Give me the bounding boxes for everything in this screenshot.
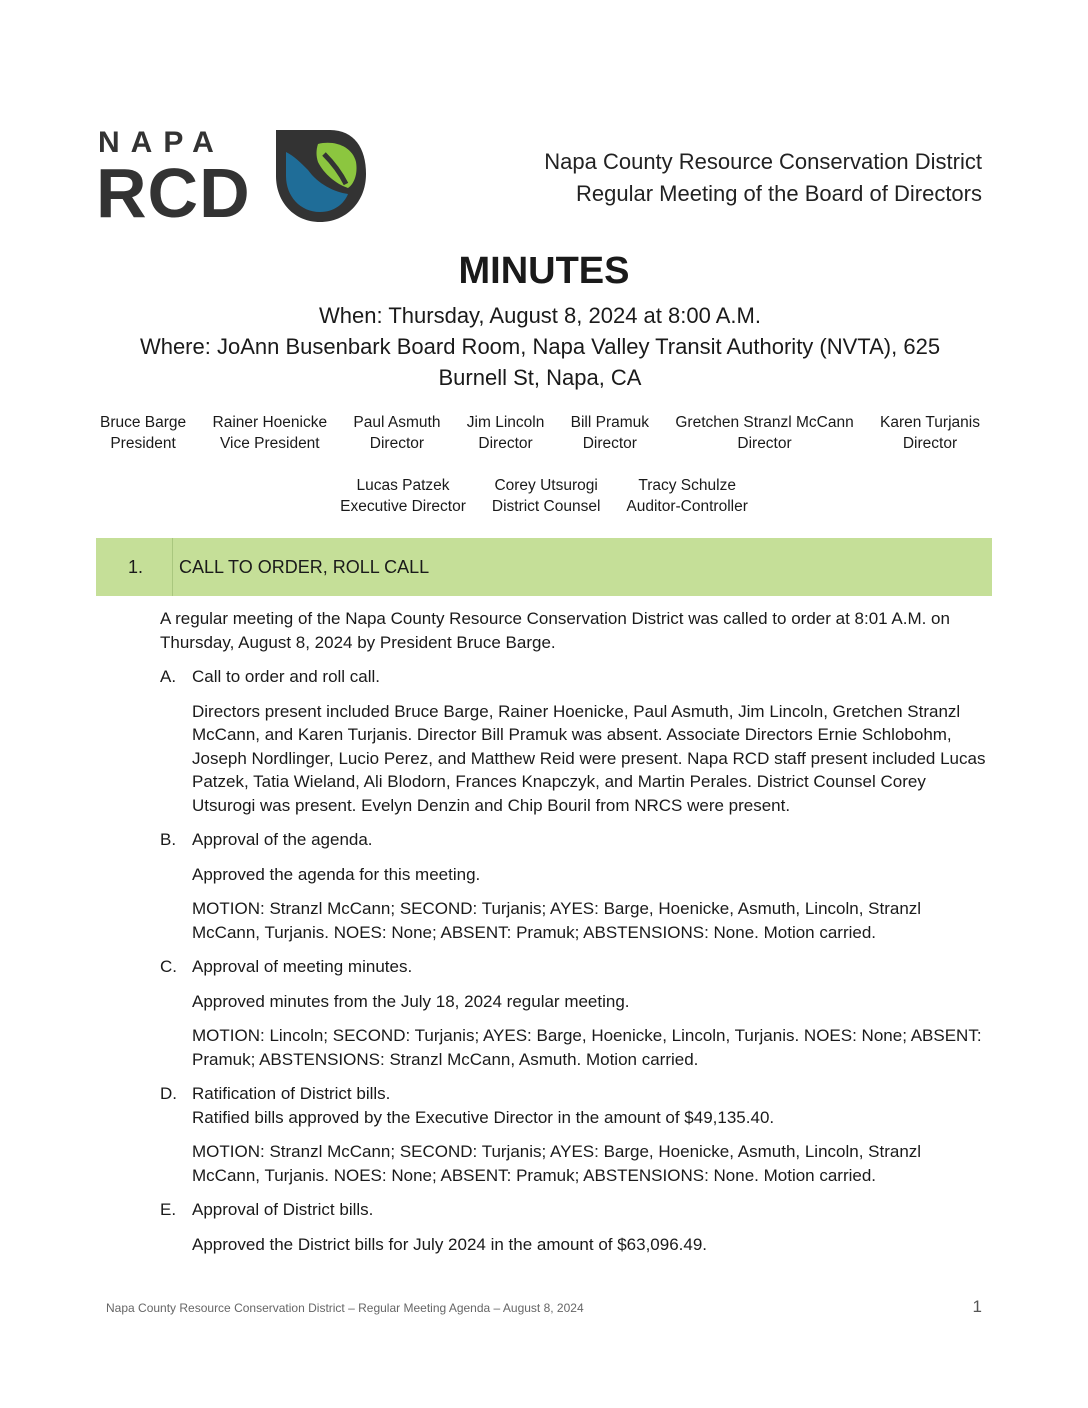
board-member (675, 412, 853, 454)
staff-member (492, 475, 601, 517)
member-name: Tracy Schulze (638, 477, 736, 494)
item-motion: MOTION: Stranzl McCann; SECOND: Turjanis; AYES: Barge, Hoenicke, Asmuth, Lincoln, Stranzl McCann, Turjanis. NOES: None; ABSENT: Pramuk; ABSTENSIONS: None. Motion carried. (192, 899, 922, 942)
member-name: Paul Asmuth (353, 414, 441, 431)
staff-roster (0, 475, 1088, 517)
item-paragraph: Directors present included Bruce Barge, Rainer Hoenicke, Paul Asmuth, Jim Lincoln, Gretchen Stranzl McCann, and Karen Turjanis. Director Bill Pramuk was absent. Associate Directors Ernie Schlobohm, Joseph Nordlinger, Lucio Perez, and Matthew Reid were present. Napa RCD staff present included Lucas Patzek, Tatia Wieland, Ali Blodorn, Frances Knapczyk, and Martin Perales. District Counsel Corey Utsurogi was present. Evelyn Denzin and Chip Bouril from NRCS were present. (192, 701, 986, 815)
board-member (467, 412, 545, 454)
page-footer: Napa County Resource Conservation District – Regular Meeting Agenda – August 8, 2024 (106, 1301, 584, 1315)
item-heading: Ratification of District bills. (192, 1084, 391, 1103)
agenda-item-e (160, 1198, 990, 1256)
staff-member (626, 475, 747, 517)
agenda-item-d (160, 1082, 990, 1187)
minutes-body (160, 607, 990, 1267)
org-name: Napa County Resource Conservation District (544, 149, 982, 174)
item-heading: Approval of District bills. (192, 1200, 374, 1219)
member-name: Jim Lincoln (466, 414, 545, 431)
member-name: Gretchen Stranzl McCann (675, 414, 854, 431)
member-role: Vice President (219, 435, 320, 452)
napa-rcd-logo (96, 126, 376, 232)
item-letter: A. (160, 667, 177, 686)
item-motion: MOTION: Stranzl McCann; SECOND: Turjanis; AYES: Barge, Hoenicke, Asmuth, Lincoln, Stranzl McCann, Turjanis. NOES: None; ABSENT: Pramuk; ABSTENSIONS: None. Motion carried. (192, 1142, 922, 1185)
board-member (213, 412, 328, 454)
section-number: 1. (128, 557, 144, 577)
section-header (96, 538, 992, 596)
item-paragraph: Approved the agenda for this meeting. (192, 864, 481, 884)
meeting-where-line1: Where: JoAnn Busenbark Board Room, Napa Valley Transit Authority (NVTA), 625 (139, 334, 941, 359)
member-role: President (110, 435, 176, 452)
board-member (353, 412, 440, 454)
item-letter: E. (160, 1200, 177, 1219)
member-name: Corey Utsurogi (494, 477, 598, 494)
item-letter: C. (160, 957, 177, 976)
member-name: Rainer Hoenicke (212, 414, 328, 431)
member-role: Director (369, 435, 425, 452)
board-member (880, 412, 980, 454)
member-name: Lucas Patzek (356, 477, 450, 494)
board-roster (100, 412, 980, 454)
meeting-where-line2: Burnell St, Napa, CA (438, 365, 642, 390)
item-subline: Ratified bills approved by the Executive Director in the amount of $49,135.40. (192, 1107, 775, 1127)
board-member (571, 412, 649, 454)
member-role: Director (478, 435, 533, 452)
page-number: 1 (972, 1297, 982, 1316)
member-name: Bruce Barge (100, 414, 187, 431)
meeting-when: When: Thursday, August 8, 2024 at 8:00 A.M. (319, 303, 761, 328)
item-heading: Call to order and roll call. (192, 667, 381, 686)
member-role: District Counsel (491, 498, 601, 515)
meeting-info (100, 300, 980, 393)
member-role: Director (582, 435, 637, 452)
leaf-drop-icon (272, 126, 368, 224)
member-name: Karen Turjanis (880, 414, 980, 431)
item-paragraph: Approved the District bills for July 2024 in the amount of $63,096.49. (192, 1234, 708, 1254)
item-heading: Approval of the agenda. (192, 830, 373, 849)
section-title: CALL TO ORDER, ROLL CALL (179, 557, 430, 577)
member-role: Director (902, 435, 958, 452)
agenda-item-c (160, 955, 990, 1071)
page-title: MINUTES (458, 250, 630, 292)
logo-rcd-text: RCD (96, 154, 251, 232)
member-role: Auditor-Controller (626, 498, 748, 515)
member-role: Director (737, 435, 792, 452)
section-divider (172, 538, 173, 596)
agenda-item-a (160, 665, 990, 817)
logo-napa-text: NAPA (98, 126, 225, 159)
item-letter: B. (160, 830, 177, 849)
member-name: Bill Pramuk (570, 414, 650, 431)
intro-paragraph: A regular meeting of the Napa County Resource Conservation District was called to order at 8:01 A.M. on Thursday, August 8, 2024 by President Bruce Barge. (160, 609, 950, 652)
organization-header (544, 146, 982, 210)
agenda-item-b (160, 828, 990, 944)
staff-member (340, 475, 466, 517)
board-member (100, 412, 186, 454)
member-role: Executive Director (340, 498, 466, 515)
item-motion: MOTION: Lincoln; SECOND: Turjanis; AYES: Barge, Hoenicke, Lincoln, Turjanis. NOES: None; ABSENT: Pramuk; ABSTENSIONS: Stranzl McCann, Asmuth. Motion carried. (192, 1026, 982, 1069)
item-heading: Approval of meeting minutes. (192, 957, 413, 976)
meeting-type: Regular Meeting of the Board of Directors (576, 181, 982, 206)
item-letter: D. (160, 1084, 177, 1103)
item-paragraph: Approved minutes from the July 18, 2024 regular meeting. (192, 991, 630, 1011)
